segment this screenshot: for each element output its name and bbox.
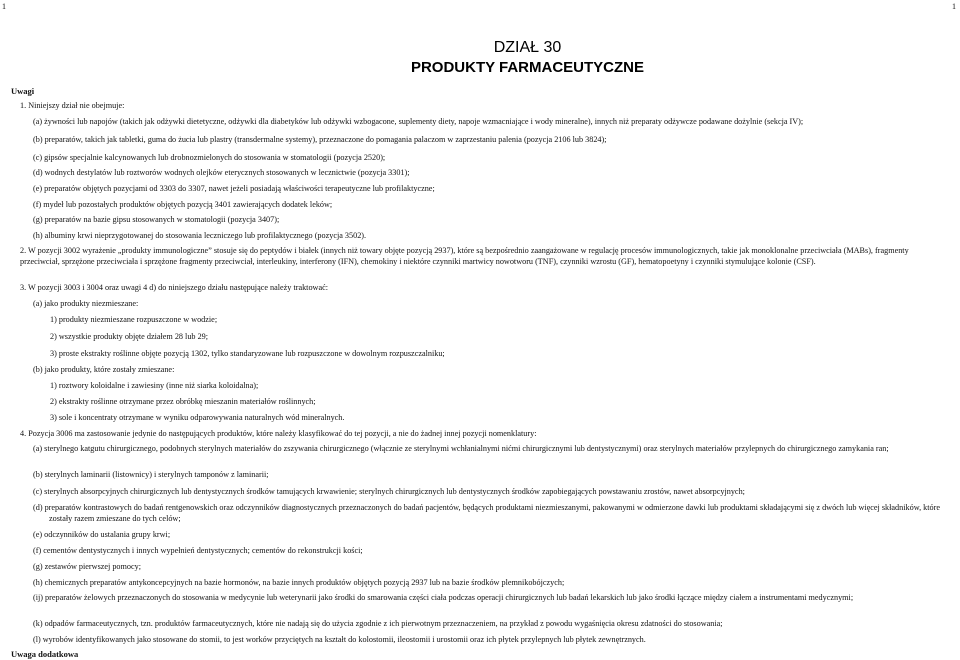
note4-item-k: (k) odpadów farmaceutycznych, tzn. produktów farmaceutycznych, które nie nadają się do użycia zgodnie z ich pierwotnym przeznaczeniem, na przykład z powodu wygaśnięcia okresu zdatności do stosowania;: [33, 619, 723, 628]
page-number-left: 1: [2, 2, 6, 11]
additional-note-heading: Uwaga dodatkowa: [11, 649, 79, 659]
note1-item-g: (g) preparatów na bazie gipsu stosowanych w stomatologii (pozycja 3407);: [33, 215, 280, 224]
note4-intro: 4. Pozycja 3006 ma zastosowanie jedynie do następujących produktów, które należy klasyfikować do tej pozycji, a nie do żadnej innej pozycji nomenklatury:: [20, 429, 537, 438]
note1-item-b: (b) preparatów, takich jak tabletki, guma do żucia lub plastry (transdermalne systemy), przeznaczone do pomagania palaczom w zaprzestaniu palenia (pozycja 2106 lub 3824);: [33, 135, 607, 144]
note3-item-a1: 1) produkty niezmieszane rozpuszczone w wodzie;: [50, 315, 218, 324]
note4-item-g: (g) zestawów pierwszej pomocy;: [33, 562, 141, 571]
note2: 2. W pozycji 3002 wyrażenie „produkty immunologiczne” stosuje się do peptydów i białek (innych niż towary objęte pozycją 2937), które są bezpośrednio zaangażowane w regulację procesów immunologicznych, takie jak monoklonalne przeciwciała (MABs), fragmenty przeciwciał, sprzężone przeciwciała i sprzężone fragmenty przeciwciał, interleukiny, interferony (IFN), chemokiny i niektóre czynniki martwicy nowotworu (TNF), czynniki wzrostu (GF), hematopoetyny i czynniki stymulujące kolonie (CSF).: [20, 246, 909, 266]
note1-item-d: (d) wodnych destylatów lub roztworów wodnych olejków eterycznych stosowanych w lecznictwie (pozycja 3301);: [33, 168, 410, 177]
note4-item-b: (b) sterylnych laminarii (listownicy) i sterylnych tamponów z laminarii;: [33, 470, 269, 479]
note4-item-l: (l) wyrobów identyfikowanych jako stosowane do stomii, to jest worków przyciętych na kształt do kolostomii, ileostomii i urostomii oraz ich płytek przylepnych lub płytek zewnętrznych.: [33, 635, 646, 644]
note4-item-h: (h) chemicznych preparatów antykoncepcyjnych na bazie hormonów, na bazie innych produktów objętych pozycją 2937 lub na bazie środków plemnikobójczych;: [33, 578, 565, 587]
notes-heading: Uwagi: [11, 86, 35, 96]
note3-item-b: (b) jako produkty, które zostały zmieszane:: [33, 365, 175, 374]
note3-item-a3: 3) proste ekstrakty roślinne objęte pozycją 1302, tylko standaryzowane lub rozpuszczone w dowolnym rozpuszczalniku;: [50, 349, 445, 358]
note4-item-f: (f) cementów dentystycznych i innych wypełnień dentystycznych; cementów do rekonstrukcji kości;: [33, 546, 363, 555]
note3-item-a2: 2) wszystkie produkty objęte działem 28 lub 29;: [50, 332, 209, 341]
note1-item-a: (a) żywności lub napojów (takich jak odżywki dietetyczne, odżywki dla diabetyków lub odżywki wzbogacone, suplementy diety, napoje wzmacniające i wody mineralne), innych niż preparaty odżywcze podawane dożylnie (sekcja IV);: [33, 117, 804, 126]
note3-intro: 3. W pozycji 3003 i 3004 oraz uwagi 4 d) do niniejszego działu następujące należy traktować:: [20, 283, 328, 292]
note4-item-e: (e) odczynników do ustalania grupy krwi;: [33, 530, 171, 539]
note4-item-ij: (ij) preparatów żelowych przeznaczonych do stosowania w medycynie lub weterynarii jako środki do smarowania części ciała podczas operacji chirurgicznych lub badań lekarskich lub jako środki łączące między ciałem a instrumentami medycznymi;: [33, 593, 854, 602]
note1-intro: 1. Niniejszy dział nie obejmuje:: [20, 101, 125, 110]
note1-item-c: (c) gipsów specjalnie kalcynowanych lub drobnozmielonych do stosowania w stomatologii (pozycja 2520);: [33, 153, 386, 162]
chapter-title: PRODUKTY FARMACEUTYCZNE: [410, 59, 645, 76]
note4-item-c: (c) sterylnych absorpcyjnych chirurgicznych lub dentystycznych środków tamujących krwawienie; sterylnych chirurgicznych lub dentystycznych środków zapobiegających powstawaniu zrostów, nawet absorpcyjnych;: [33, 487, 745, 496]
page-number-right: 1: [952, 2, 956, 11]
note3-item-b2: 2) ekstrakty roślinne otrzymane przez obróbkę mieszanin materiałów roślinnych;: [50, 397, 316, 406]
note1-item-f: (f) mydeł lub pozostałych produktów objętych pozycją 3401 zawierających dodatek leków;: [33, 200, 333, 209]
note1-item-e: (e) preparatów objętych pozycjami od 3303 do 3307, nawet jeżeli posiadają właściwości terapeutyczne lub profilaktyczne;: [33, 184, 435, 193]
note4-item-a: (a) sterylnego katgutu chirurgicznego, podobnych sterylnych materiałów do zszywania chirurgicznego (włącznie ze sterylnymi wchłanialnymi nićmi chirurgicznymi lub dentystycznymi) oraz sterylnych materiałów przylepnych do chirurgicznego zamykania ran;: [33, 444, 889, 453]
note4-item-d: (d) preparatów kontrastowych do badań rentgenowskich oraz odczynników diagnostycznych przeznaczonych do badań pacjentów, będących produktami niezmieszanymi, pakowanymi w odmierzone dawki lub produktami składającymi się z dwóch lub więcej składników, które zostały razem zmieszane do tych celów;: [33, 503, 940, 523]
note3-item-b3: 3) sole i koncentraty otrzymane w wyniku odparowywania naturalnych wód mineralnych.: [50, 413, 345, 422]
note1-item-h: (h) albuminy krwi nieprzygotowanej do stosowania leczniczego lub profilaktycznego (pozycja 3502).: [33, 231, 367, 240]
note3-item-b1: 1) roztwory koloidalne i zawiesiny (inne niż siarka koloidalna);: [50, 381, 259, 390]
chapter-number: DZIAŁ 30: [493, 39, 562, 56]
note3-item-a: (a) jako produkty niezmieszane:: [33, 299, 139, 308]
